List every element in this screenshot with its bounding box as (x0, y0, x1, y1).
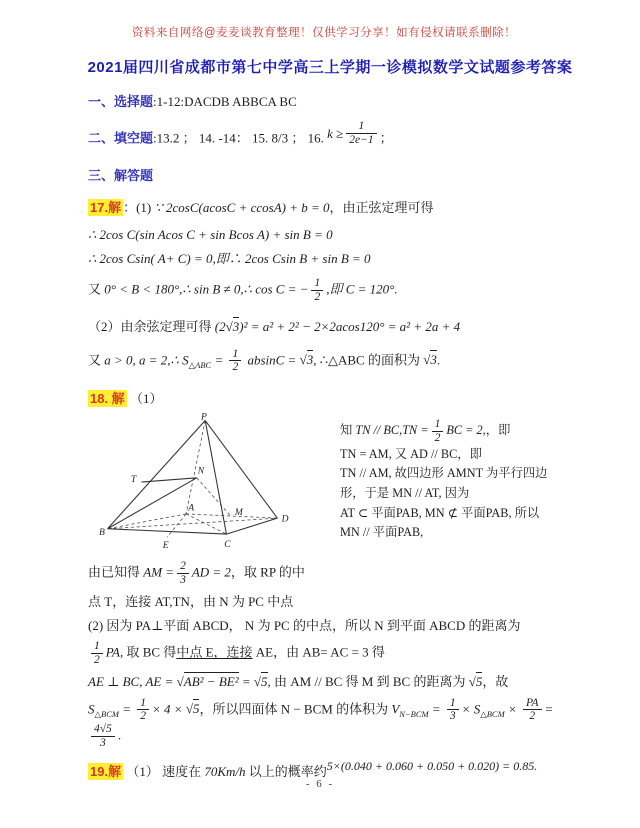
q18-line-b4: $\frac{1}{2}$ PA, 取 BC 得中点 E，连接 AE，由 AB= AC = 3 得 (88, 640, 576, 667)
fraction: $\frac{1}{2}$ (229, 348, 241, 375)
q17-line-2: ∴ 2cos C(sin Acos C + sin Bcos A) + sin B = 0 (88, 227, 333, 243)
fill-section-line (88, 120, 576, 152)
vertex-label-p: P (200, 411, 207, 423)
solve-section-line (88, 167, 576, 185)
k-inequality: k ≥ (327, 125, 344, 141)
fraction: $\frac{1}{2}$ (311, 277, 323, 304)
underlined-segment: 中点 E，连接 (176, 644, 253, 660)
vertex-label-a: A (188, 502, 195, 514)
sqrt-5: √ 5 (254, 672, 268, 689)
fill-section-label: 二、填空题 (88, 130, 154, 146)
choice-section-label: 一、选择题 (88, 93, 154, 109)
q18-proof-line-4: 形，于是 MN // AT, 因为 (340, 485, 470, 500)
pyramid-figure (88, 412, 340, 555)
vertex-label-m: M (234, 506, 243, 518)
q17-line-4: 又 0° < B < 180°,∴ sin B ≠ 0,∴ cos C = − $\frac{1}{2}$ ,即 C = 120°. (88, 277, 398, 304)
q17-line-5: （2）由余弦定理可得 (2 √ 3)² = a² + 2² − 2×2acos120° = a² + 2a + 4 (88, 318, 576, 336)
q19-tag: 19.解 (90, 764, 122, 780)
q18-proof-line-2: TN = AM, 又 AD // BC，即 (340, 446, 482, 461)
q19-probability-formula: 5×(0.040 + 0.060 + 0.050 + 0.020) = 0.85. (326, 759, 538, 774)
solve-section-label: 三、解答题 (88, 168, 154, 184)
fraction: $\frac{1}{2}$ (432, 418, 444, 445)
fraction: $\frac{4√5}{3}$ (91, 723, 115, 750)
page-number: - 6 - (305, 778, 335, 791)
vertex-label-e: E (162, 539, 169, 550)
document-title: 2021届四川省成都市第七中学高三上学期一诊模拟数学文试题参考答案 (87, 58, 573, 76)
q18-proof-line-3: TN // AM, 故四边形 AMNT 为平行四边 (340, 466, 548, 481)
q18-line-b1: 由已知得 AM = $\frac{2}{3}$ AD = 2，取 RP 的中 (88, 560, 305, 587)
q18-figure-and-proof (88, 412, 576, 555)
q18-proof-line-1: 知 TN // BC,TN = $\frac{1}{2}$ BC = 2,，即 (340, 417, 511, 444)
q18-line-1 (88, 390, 576, 408)
pyramid-svg (98, 412, 323, 550)
q18-line-b6: $S_{\triangle BCM}$ = $\frac{1}{2}$ × 4 × √ 5，所以四面体 N − BCM 的体积为 $V_{N-BCM}$ = $\frac{1}{3}$ × $S_{\triangle BCM}$ × $\frac{PA}{2}$ = $\frac{4√5}{3}$ . (88, 697, 576, 751)
q17-part2-label: （2）由余弦定理可得 (88, 319, 212, 334)
sqrt-3: √ 3 (226, 317, 240, 334)
q18-line-b5: AE ⊥ BC, AE = √ AB² − BE² = √ 5, 由 AM // BC 得 M 到 BC 的距离为 √ 5，故 (88, 673, 576, 691)
watermark-notice: 资料来自网络@麦麦谈教育整理！仅供学习分享！如有侵权请联系删除！ (131, 27, 517, 39)
vertex-label-d: D (281, 513, 289, 525)
fill-tail: ； (379, 130, 393, 146)
fraction: $\frac{1}{2}$ (91, 640, 103, 667)
q18-proof-line-5: AT ⊂ 平面PAB, MN ⊄ 平面PAB, 所以 (340, 505, 540, 520)
vertex-label-c: C (224, 538, 231, 550)
fraction: $\frac{1}{2e-1}$ (346, 120, 376, 147)
vertex-label-b: B (99, 526, 105, 538)
q18-line-b2: 点 T，连接 AT,TN，由 N 为 PC 中点 (88, 594, 294, 610)
sqrt-5: √ 5 (469, 672, 483, 689)
fraction: $\frac{PA}{2}$ (523, 697, 542, 724)
fill-answer-16-formula (327, 120, 380, 147)
vertex-label-t: T (130, 473, 137, 485)
q18-line-b3: (2) 因为 PA⊥平面 ABCD， N 为 PC 的中点，所以 N 到平面 ABCD 的距离为 (88, 617, 521, 633)
fraction: $\frac{1}{3}$ (447, 697, 459, 724)
q18-head: （1） (129, 391, 163, 407)
q17-line1-math: ∵ 2cosC(acosC + ccosA) + b = 0 (154, 199, 330, 215)
fill-answers: :13.2 ； 14. -14： 15. 8/3 ； 16. (153, 130, 324, 146)
sqrt-3: √ 3 (423, 350, 437, 367)
sqrt-expression: √ AB² − BE² (177, 672, 239, 689)
q17-tag: 17.解 (90, 199, 122, 215)
q18-proof-column (340, 418, 576, 543)
q17-line1-cn: ，由正弦定理可得 (329, 199, 434, 215)
sqrt-3: √ 3 (300, 350, 314, 367)
choice-section-line (88, 93, 576, 111)
sqrt-5: √ 5 (186, 699, 200, 716)
q18-tag: 18. 解 (90, 391, 125, 407)
q19-head: （1） (126, 764, 159, 780)
fraction: $\frac{2}{3}$ (177, 560, 189, 587)
q18-proof-line-6: MN // 平面PAB, (340, 525, 424, 540)
you-prefix: 又 (88, 351, 102, 367)
q17-line-3: ∴ 2cos Csin( A+ C) = 0,即∴ 2cos Csin B + sin B = 0 (88, 250, 371, 266)
choice-answers: :1-12:DACDB ABBCA BC (153, 93, 297, 109)
q17-line-1 (88, 199, 576, 217)
q17-head: ：(1) (123, 199, 152, 215)
q17-line-6: 又 a > 0, a = 2,∴ $S_{\triangle ABC}$ = $\frac{1}{2}$ absinC = √ 3, ∴△ABC 的面积为 √ 3. (88, 348, 576, 375)
vertex-label-n: N (197, 465, 205, 477)
fraction: $\frac{1}{2}$ (137, 697, 149, 724)
q19-line-1: 19.解 （1） 速度在 70Km/h 以上的概率约5×(0.040 + 0.060 + 0.050 + 0.020) = 0.85. (90, 759, 538, 780)
you-prefix: 又 (88, 281, 102, 297)
